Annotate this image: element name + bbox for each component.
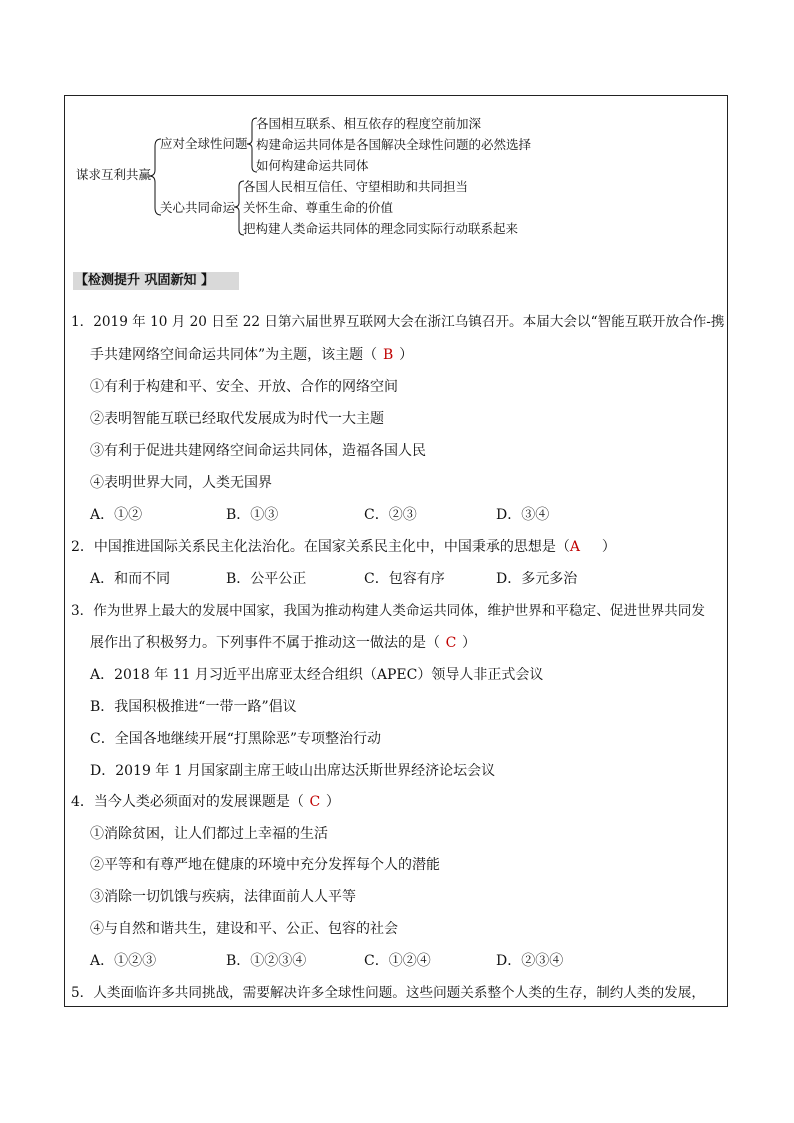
option: D．多元多治 (496, 571, 578, 587)
option: A．2018 年 11 月习近平出席亚太经合组织（APEC）领导人非正式会议 (90, 667, 544, 683)
statement: ④表明世界大同，人类无国界 (90, 475, 272, 491)
option: A．和而不同 (90, 571, 171, 587)
mindmap-branch2-item: 关怀生命、尊重生命的价值 (243, 200, 394, 215)
statement: ②表明智能互联已经取代发展成为时代一大主题 (90, 411, 384, 427)
answer-mark: B (383, 347, 394, 363)
answer-mark: A (569, 539, 581, 555)
statement: ②平等和有尊严地在健康的环境中充分发挥每个人的潜能 (90, 857, 440, 873)
mindmap-branch2-label: 关心共同命运 (160, 200, 236, 215)
option: C．全国各地继续开展“打黑除恶”专项整治行动 (90, 731, 382, 747)
question-stem: 1．2019 年 10 月 20 日至 22 日第六届世界互联网大会在浙江乌镇召开。本届大会以“智能互联开放合作-携 (71, 314, 725, 330)
mindmap-branch2-item: 各国人民相互信任、守望相助和共同担当 (243, 179, 469, 194)
question-stem: 5．人类面临许多共同挑战，需要解决许多全球性问题。这些问题关系整个人类的生存，制约人类的发展， (71, 985, 705, 1001)
section-title: 【检测提升 巩固新知 】 (73, 272, 239, 290)
option: D．2019 年 1 月国家副主席王岐山出席达沃斯世界经济论坛会议 (90, 763, 496, 779)
option: D．③④ (496, 507, 550, 523)
option: A．①②③ (90, 953, 157, 969)
statement: ①消除贫困，让人们都过上幸福的生活 (90, 826, 328, 842)
question-stem: 展作出了积极努力。下列事件不属于推动这一做法的是（ C ） (90, 635, 476, 651)
option: B．①②③④ (226, 953, 307, 969)
question-stem: 3．作为世界上最大的发展中国家，我国为推动构建人类命运共同体，维护世界和平稳定、促进世界共同发 (71, 603, 705, 619)
option: C．包容有序 (364, 571, 445, 587)
statement: ③有利于促进共建网络空间命运共同体，造福各国人民 (90, 443, 426, 459)
statement: ④与自然和谐共生，建设和平、公正、包容的社会 (90, 921, 398, 937)
mindmap-branch1-item: 各国相互联系、相互依存的程度空前加深 (256, 116, 482, 131)
statement: ③消除一切饥饿与疾病，法律面前人人平等 (90, 889, 356, 905)
option: B．①③ (226, 507, 279, 523)
mindmap-branch1-item: 构建命运共同体是各国解决全球性问题的必然选择 (256, 137, 532, 152)
mindmap-branch1-item: 如何构建命运共同体 (256, 158, 369, 173)
statement: ①有利于构建和平、安全、开放、合作的网络空间 (90, 379, 398, 395)
option: A．①② (90, 507, 143, 523)
mindmap-branch1-label: 应对全球性问题 (160, 136, 248, 151)
option: D．②③④ (496, 953, 564, 969)
question-stem: 手共建网络空间命运共同体”为主题，该主题（ B ） (90, 347, 414, 363)
option: C．①②④ (364, 953, 431, 969)
option: B．我国积极推进“一带一路”倡议 (90, 699, 297, 715)
mindmap-root: 谋求互利共赢 (76, 167, 152, 182)
option: C．②③ (364, 507, 417, 523)
question-stem: 4．当今人类必须面对的发展课题是（ C ） (71, 794, 340, 810)
mindmap-branch2-item: 把构建人类命运共同体的理念同实际行动联系起来 (243, 221, 519, 236)
option: B．公平公正 (226, 571, 307, 587)
answer-mark: C (445, 635, 457, 651)
answer-mark: C (309, 794, 321, 810)
question-stem: 2．中国推进国际关系民主化法治化。在国家关系民主化中，中国秉承的思想是（A ） (71, 539, 616, 555)
